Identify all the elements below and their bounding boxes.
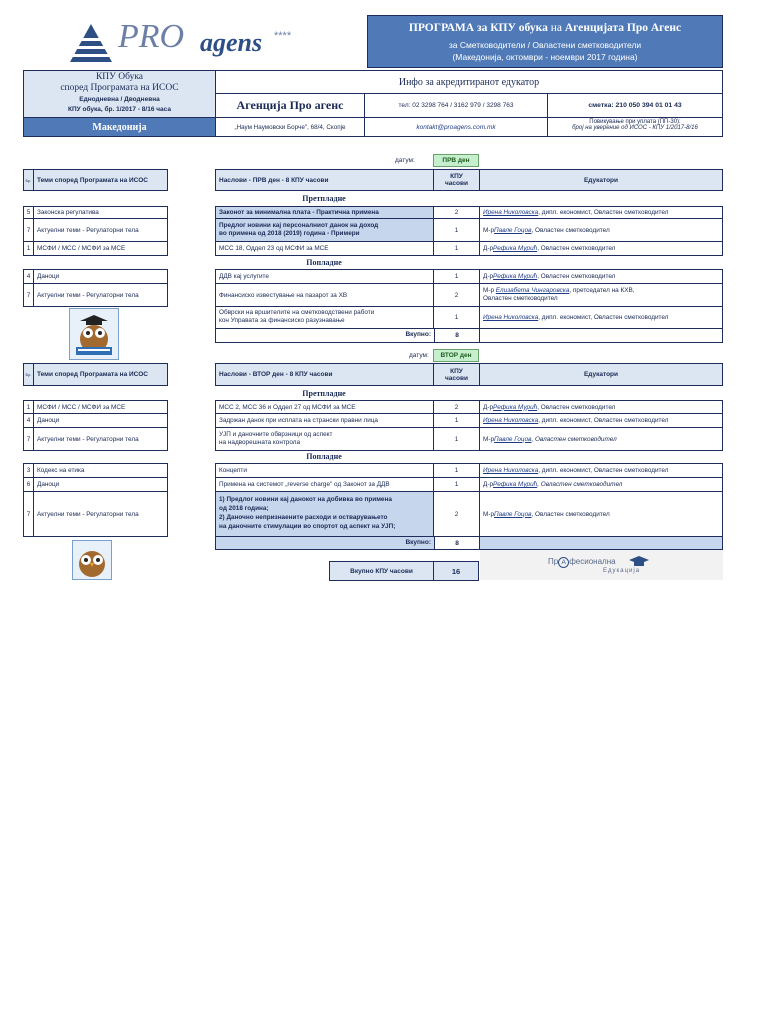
program-subtitle: за Сметководители / Овластени сметководители: [448, 40, 642, 50]
educator-link[interactable]: Елизабета Чингаровска: [495, 287, 570, 294]
day1-table-header: Наслови - ПРВ ден - 8 КПУ часови КПУ часови Едукатори: [215, 169, 723, 191]
day2-row: 1) Предлог новини кај данокот на добивка во примена од 2018 година; 2) Даночно непризнаените расходи и остварувањето на даночните стимулации во спортот од аспект на УЈП; 2 М-р Павле Гоцов , Овластен сметководител: [215, 491, 723, 537]
day2-left-row: 1 МСФИ / МСС / МСФИ за МСЕ: [23, 400, 168, 414]
day1-row: МСС 18, Оддел 23 од МСФИ за МСЕ 1 Д-р Рефика Мурић , Овластен сметководител: [215, 241, 723, 256]
day2-total-row: Вкупно: 8: [215, 536, 723, 550]
logo-stars: ****: [274, 30, 292, 42]
educator-link[interactable]: Ирена Николовска: [483, 467, 539, 474]
email-link[interactable]: kontakt@proagens.com.mk: [364, 117, 548, 137]
day1-row: Предлог новини кај персоналниот данок на доход во примена од 2018 (2019) година - Примери 1 М-р Павле Гоцов , Овластен сметководител: [215, 218, 723, 242]
course-subtitle: според Програмата на ИСОС: [60, 83, 179, 93]
day1-row: ДДВ кај услугите 1 Д-р Рефика Мурић , Овластен сметководител: [215, 269, 723, 284]
owl-graduate-image: [72, 540, 112, 580]
bank-account: сметка: 210 050 394 01 01 43: [547, 93, 723, 118]
day2-left-row: 4 Даноци: [23, 413, 168, 428]
day2-row: Примена на системот „reverse charge" од Законот за ДДВ 1 Д-р Рефика Мурић , Овластен сметководител: [215, 477, 723, 492]
day1-left-row: 5 Законска регулатива: [23, 206, 168, 219]
graduation-cap-icon: [629, 556, 649, 568]
course-info-box: [23, 70, 216, 118]
course-number: КПУ обука, бр. 1/2017 - 8/16 часа: [68, 106, 171, 113]
educator-link[interactable]: Рефика Мурић: [493, 403, 538, 411]
owl-reading-image: [69, 308, 119, 360]
day2-row: МСС 2, МСС 36 и Оддел 27 од МСФИ за МСЕ 2 Д-р Рефика Мурић , Овластен сметководител: [215, 400, 723, 414]
educator-link[interactable]: Ирена Николовска: [483, 314, 539, 321]
date-label: датум:: [409, 352, 429, 359]
day2-row: Задржан данок при исплата на странски правни лица 1 Ирена Николовска , дипл. економист, Овластен сметководител: [215, 413, 723, 428]
day1-row: Обврски на вршителите на сметководствени работи кон Управата за финансиско разузнавање 1 Ирена Николовска , дипл. економист, Овластен сметководител: [215, 306, 723, 329]
day1-row: Законот за минимална плата - Практична примена 2 Ирена Николовска , дипл. економист, Овластен сметководител: [215, 206, 723, 219]
educator-link[interactable]: Рефика Мурић: [493, 481, 538, 488]
day1-badge: ПРВ ден: [433, 154, 479, 167]
day1-total-row: Вкупно: 8: [215, 328, 723, 343]
educator-link[interactable]: Павле Гоцов: [494, 226, 532, 234]
day2-left-row: 7 Актуелни теми - Регулаторни тела: [23, 427, 168, 451]
left-num-header: Бр.: [24, 170, 34, 190]
brand-circle-a: А: [558, 557, 569, 568]
grand-total: Вкупно КПУ часови 16: [329, 561, 479, 581]
agency-name: Агенција Про агенс: [215, 93, 365, 118]
day1-left-row: 4 Даноци: [23, 269, 168, 284]
day1-morning-label: Претпладне: [302, 194, 346, 203]
program-title: ПРОГРАМА за КПУ обука на Агенцијата Про Агенс: [408, 22, 682, 34]
day1-row: Финансиско известување на пазарот за ХВ 2 М-р Елизабета Чингаровска, претседател на КХВ, Овластен сметководител: [215, 283, 723, 307]
owl-icon: [70, 309, 118, 359]
day2-badge: ВТОР ден: [433, 349, 479, 362]
phone-number: тел: 02 3298 764 / 3162 979 / 3298 763: [364, 93, 548, 118]
info-title: Инфо за акредитиранот едукатор: [215, 70, 723, 94]
day1-left-row: 1 МСФИ / МСС / МСФИ за МСЕ: [23, 241, 168, 256]
program-period: (Македонија, октомври - ноември 2017 година): [452, 52, 638, 62]
country-label: Македонија: [23, 117, 216, 137]
date-label: датум:: [395, 157, 415, 164]
course-title: КПУ Обука: [95, 72, 144, 82]
day2-left-row: 6 Даноци: [23, 477, 168, 492]
educator-link[interactable]: Рефика Мурић: [493, 273, 538, 280]
owl-icon: [73, 541, 111, 579]
left-topic-header: Теми според Програмата на ИСОС: [37, 371, 148, 378]
day2-left-header: [23, 363, 168, 386]
day1-left-header: [23, 169, 168, 191]
logo: [60, 18, 360, 66]
day2-afternoon-label: Попладне: [306, 452, 342, 461]
educator-link[interactable]: Павле Гоцов: [494, 435, 532, 443]
payment-reference: Повикување при уплата (ПП-30): број на уверение од ИСОС - КПУ 1/2017-8/16: [547, 117, 723, 137]
educator-link[interactable]: Рефика Мурић: [493, 245, 538, 252]
day1-left-row: 7 Актуелни теми - Регулаторни тела: [23, 283, 168, 307]
educator-link[interactable]: Ирена Николовска: [483, 417, 539, 424]
address: „Наум Наумовски Борче", 68/4, Скопје: [215, 117, 365, 137]
day1-afternoon-label: Попладне: [306, 258, 342, 267]
educator-link[interactable]: Павле Гоцов: [494, 510, 532, 518]
day1-left-row: 7 Актуелни теми - Регулаторни тела: [23, 218, 168, 242]
day2-row: Концепти 1 Ирена Николовска , дипл. економист, Овластен сметководител: [215, 463, 723, 478]
logo-agens: agens: [200, 28, 263, 57]
logo-pro: PRO: [118, 18, 185, 55]
professional-education-logo: Пр А фесионална Едукација: [480, 550, 723, 580]
day2-left-row: 7 Актуелни теми - Регулаторни тела: [23, 491, 168, 537]
left-topic-header: Теми според Програмата на ИСОС: [37, 176, 148, 184]
program-title-box: [367, 15, 723, 68]
day2-row: УЈП и даночните обврзници од аспект на надворешната контрола 1 М-р Павле Гоцов , Овластен сметководител: [215, 427, 723, 451]
day2-morning-label: Претпладне: [302, 389, 346, 398]
course-type: Еднодневна / Дводневна: [79, 96, 160, 103]
educator-link[interactable]: Ирена Николовска: [483, 209, 539, 216]
pyramid-logo-icon: [70, 24, 112, 62]
day2-table-header: Наслови - ВТОР ден - 8 КПУ часови КПУ часови Едукатори: [215, 363, 723, 386]
day2-left-row: 3 Кодекс на етика: [23, 463, 168, 478]
left-num-header: Бр.: [24, 364, 34, 385]
